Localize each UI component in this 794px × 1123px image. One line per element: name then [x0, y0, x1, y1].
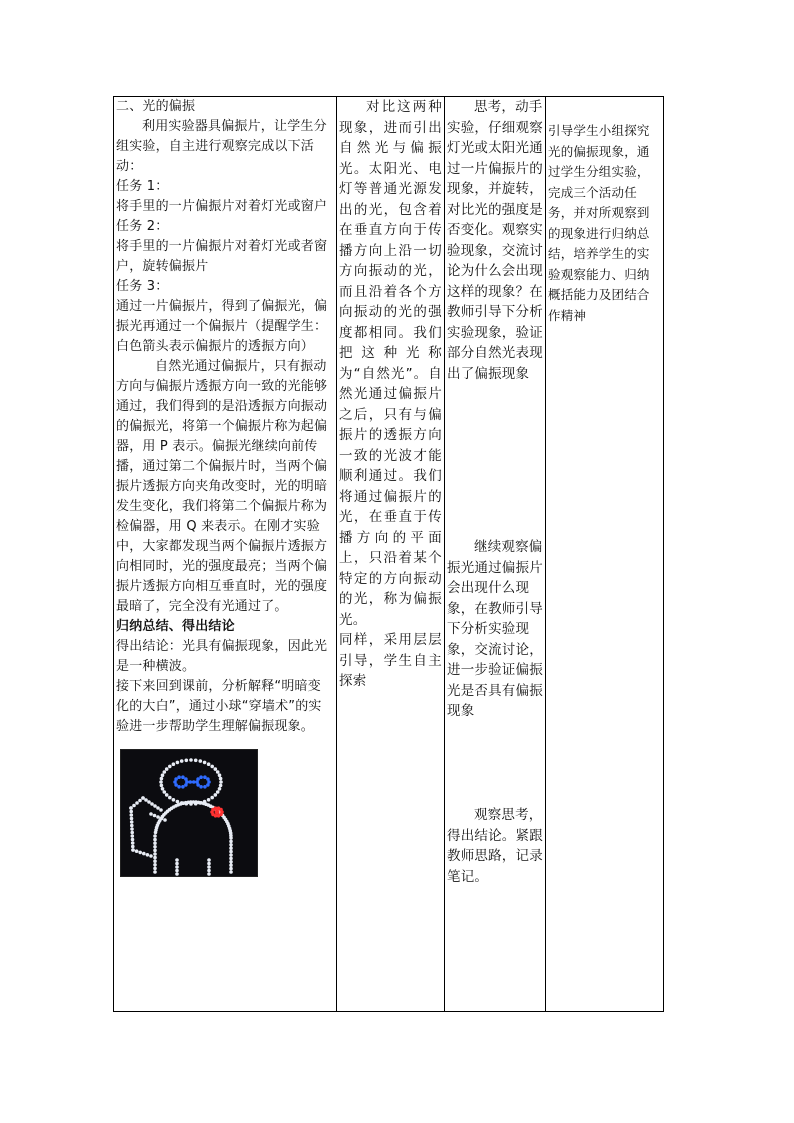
head-led — [185, 759, 189, 763]
head-led — [216, 770, 220, 774]
head-led — [214, 767, 218, 771]
arm-led — [130, 831, 134, 835]
head-led — [199, 759, 203, 763]
arm-led — [160, 817, 164, 821]
eye-led — [203, 785, 207, 789]
arm-led — [144, 798, 148, 802]
led-robot-image — [121, 750, 257, 876]
leg-led — [207, 858, 211, 862]
arm-led — [149, 812, 153, 816]
head-led — [168, 796, 172, 800]
eye-led — [206, 783, 210, 787]
content-column — [114, 97, 337, 1011]
head-led — [203, 761, 207, 765]
arm-led — [131, 838, 135, 842]
head-led — [219, 780, 223, 784]
led-robot-photo — [120, 749, 258, 877]
head-led — [160, 784, 164, 788]
section-title: 二、光的偏振 — [116, 99, 196, 114]
body-led — [229, 867, 233, 871]
task3-label: 任务 3： — [116, 279, 169, 294]
task1-text: 将手里的一片偏振片对着灯光或窗户 — [116, 199, 328, 214]
eye-led — [192, 780, 196, 784]
arm-led — [131, 845, 135, 849]
body-led — [229, 836, 233, 840]
arm-led — [141, 796, 145, 800]
head-led — [189, 758, 193, 762]
student-activity-column — [445, 97, 546, 1011]
head-led — [218, 773, 222, 777]
head-led — [176, 761, 180, 765]
body-led — [229, 853, 233, 857]
leg-led — [207, 872, 211, 876]
body-led — [153, 859, 157, 863]
eye-led — [181, 775, 185, 779]
body-led — [153, 852, 157, 856]
head-led — [159, 780, 163, 784]
guided-exploration-text: 同样，采用层层引导，学生自主探索 — [339, 632, 442, 689]
student-activity-1: 思考，动手实验，仔细观察灯光或太阳光通过一片偏振片的现象，并旋转，对比光的强度是否变化。观察实验现象，交流讨论为什么会出现这样的现象？在教师引导下分析实验现象，验证部分自然光表现出了偏振现象 — [447, 99, 543, 382]
student-activity-2: 继续观察偏振光通过偏振片会出现什么现象，在教师引导下分析实验现象，交流讨论，进一步验证偏振光是否具有偏振现象 — [447, 539, 543, 719]
head-led — [210, 765, 214, 769]
heart-led — [219, 808, 223, 812]
arm-led — [153, 814, 157, 818]
arm-led — [130, 827, 134, 831]
leg-led — [175, 872, 179, 876]
followup-text: 接下来回到课前，分析解释“明暗变化的大白”，通过小球“穿墙术”的实验进一步帮助学生理解偏振现象。 — [116, 679, 322, 734]
arm-led — [150, 802, 154, 806]
body-led — [229, 870, 233, 874]
arm-led — [129, 806, 133, 810]
leg-led — [207, 862, 211, 866]
arm-led — [156, 806, 160, 810]
arm-led — [142, 852, 146, 856]
natural-vs-polarized-text: 对比这两种现象，进而引出自然光与偏振光。太阳光、电灯等普通光源发出的光，包含着在垂直方向于传播方向上沿一切方向振动的光，而且沿着各个方向振动的光的强度都相同。我们把这种光称为“自然光”。自然光通过偏振片之后，只有与偏振片的透振方向一致的光波才能顺利通过。我们将通过偏振片的光，在垂直于传播方向的平面上，只沿着某个特定的方向振动的光，称为偏振光。 — [339, 99, 442, 628]
arm-led — [138, 799, 142, 803]
task2-text: 将手里的一片偏振片对着灯光或者窗户，旋转偏振片 — [116, 239, 328, 274]
head-led — [180, 759, 184, 763]
body-led — [153, 849, 157, 853]
body-led — [153, 856, 157, 860]
eye-led — [195, 780, 199, 784]
arm-led — [131, 841, 135, 845]
head-led — [161, 787, 165, 791]
head-led — [219, 784, 223, 788]
student-activity-3: 观察思考，得出结论。紧跟教师思路，记录笔记。 — [447, 807, 543, 885]
body-led — [153, 870, 157, 874]
task2-label: 任务 2： — [116, 219, 169, 234]
eye-led — [199, 775, 203, 779]
arm-led — [149, 854, 153, 858]
design-intent-text: 引导学生小组探究光的偏振现象，通过学生分组实验，完成三个活动任务，并对所观察到的现象进行归纳总结，培养学生的实验观察能力、归纳概括能力及团结合作精神 — [548, 123, 650, 323]
arm-led — [159, 808, 163, 812]
arm-led — [163, 818, 167, 822]
body-led — [153, 863, 157, 867]
arm-led — [130, 813, 134, 817]
eye-led — [189, 780, 193, 784]
eye-led — [203, 775, 207, 779]
eye-led — [206, 777, 210, 781]
head-led — [216, 790, 220, 794]
body-led — [229, 846, 233, 850]
head-led — [219, 777, 223, 781]
eye-led — [185, 780, 189, 784]
arm-led — [130, 824, 134, 828]
arm-led — [147, 800, 151, 804]
eye-led — [177, 785, 181, 789]
body-led — [153, 834, 157, 838]
arm-led — [131, 834, 135, 838]
body-led — [153, 841, 157, 845]
head-led — [176, 800, 180, 804]
head-led — [194, 759, 198, 763]
arm-led — [135, 801, 139, 805]
body-led — [153, 867, 157, 871]
head-led — [168, 765, 172, 769]
arm-led — [156, 815, 160, 819]
head-led — [218, 787, 222, 791]
arm-led — [130, 817, 134, 821]
body-led — [153, 845, 157, 849]
head-led — [163, 770, 167, 774]
eye-led — [199, 785, 203, 789]
conclusion-text: 得出结论：光具有偏振现象，因此光是一种横波。 — [116, 639, 328, 674]
head-led — [207, 762, 211, 766]
body-led — [153, 838, 157, 842]
head-led — [165, 767, 169, 771]
leg-led — [175, 865, 179, 869]
head-led — [214, 793, 218, 797]
task3-text: 通过一片偏振片，得到了偏振光，偏振光再通过一个偏振片（提醒学生：白色箭头表示偏振片的透振方向） — [116, 299, 328, 354]
arm-led — [153, 804, 157, 808]
head-led — [163, 790, 167, 794]
head-led — [165, 793, 169, 797]
arm-led — [138, 851, 142, 855]
leg-led — [175, 858, 179, 862]
head-led — [172, 798, 176, 802]
body-led — [229, 863, 233, 867]
body-led — [229, 860, 233, 864]
arm-led — [132, 804, 136, 808]
arm-led — [129, 810, 133, 814]
head-led — [160, 777, 164, 781]
leg-led — [207, 865, 211, 869]
explanation-paragraph: 自然光通过偏振片，只有振动方向与偏振片透振方向一致的光能够通过，我们得到的是沿透振方向振动的偏振光，将第一个偏振片称为起偏器，用 P 表示。偏振光继续向前传播，通过第二个偏振片时，当两个偏振片透振方向夹角改变时，光的明暗发生变化，我们将第二个偏振片称为检偏器，用 Q 来表示。在刚才实验中，大家都发现当两个偏振片透振方向相同时，光的强度最亮；当两个偏振片透振方向相互垂直时，光的强度最暗了，完全没有光通过了。 — [116, 359, 328, 614]
body-led — [229, 840, 233, 844]
leg-led — [207, 869, 211, 873]
task1-label: 任务 1： — [116, 179, 169, 194]
head-led — [210, 796, 214, 800]
leg-led — [175, 862, 179, 866]
head-led — [161, 773, 165, 777]
summary-heading: 归纳总结、得出结论 — [116, 619, 235, 634]
leg-led — [175, 869, 179, 873]
body-led — [229, 843, 233, 847]
body-led — [229, 857, 233, 861]
guidance-column — [337, 97, 445, 1011]
eye-led — [174, 777, 178, 781]
heart-led — [215, 810, 220, 815]
arm-led — [130, 820, 134, 824]
body-led — [229, 850, 233, 854]
intro-text: 利用实验器具偏振片，让学生分组实验，自主进行观察完成以下活动： — [116, 119, 327, 174]
eye-led — [177, 775, 181, 779]
design-intent-column — [546, 97, 663, 1011]
lesson-table — [113, 96, 664, 1012]
head-led — [172, 762, 176, 766]
head-led — [207, 798, 211, 802]
arm-led — [131, 848, 135, 852]
arm-led — [146, 853, 150, 857]
arm-led — [135, 849, 139, 853]
eye-led — [181, 785, 185, 789]
